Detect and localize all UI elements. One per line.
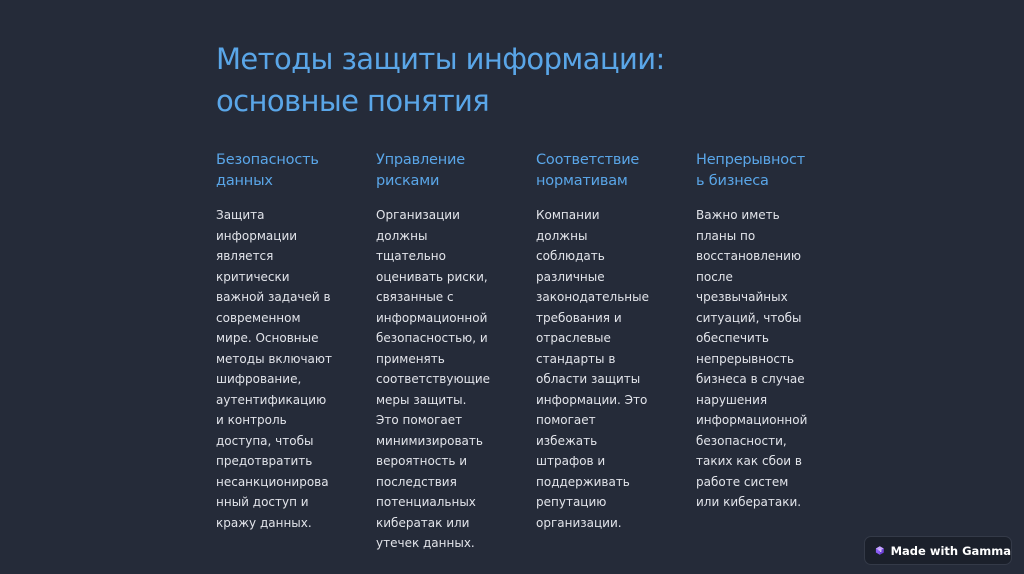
column-body-line: чрезвычайных bbox=[696, 290, 788, 304]
column-body-line: важной задачей в bbox=[216, 290, 331, 304]
column-body bbox=[216, 205, 350, 533]
column-body bbox=[696, 205, 830, 513]
column-business-continuity bbox=[696, 150, 830, 513]
column-heading-line: рисками bbox=[376, 173, 440, 189]
column-body-line: поддерживать bbox=[536, 474, 630, 489]
column-body-line: несанкционирова bbox=[216, 474, 329, 489]
column-body-line: информации bbox=[216, 228, 298, 243]
column-body-line: Компании bbox=[536, 208, 600, 222]
column-heading bbox=[376, 150, 510, 192]
column-body-line: репутацию bbox=[536, 495, 607, 509]
column-heading bbox=[216, 150, 350, 192]
slide-title-line: основные понятия bbox=[216, 84, 490, 118]
column-body bbox=[376, 205, 510, 554]
column-heading-line: Безопасность bbox=[216, 152, 319, 168]
column-body bbox=[536, 205, 670, 533]
column-body-line: стандарты в bbox=[536, 351, 616, 366]
column-body-line: информационной bbox=[696, 413, 808, 427]
column-body-line: утечек данных. bbox=[376, 536, 475, 550]
column-body-line: меры защиты. bbox=[376, 392, 467, 407]
column-body-line: связанные с bbox=[376, 290, 454, 304]
column-data-security bbox=[216, 150, 350, 533]
column-heading-line: ь бизнеса bbox=[696, 173, 769, 189]
column-body-line: последствия bbox=[376, 474, 457, 489]
column-body-line: соблюдать bbox=[536, 249, 605, 263]
column-risk-management bbox=[376, 150, 510, 554]
column-body-line: современном bbox=[216, 310, 301, 325]
column-body-line: применять bbox=[376, 351, 445, 366]
column-body-line: должны bbox=[376, 228, 428, 243]
column-body-line: и контроль bbox=[216, 413, 287, 427]
column-body-line: кибератак или bbox=[376, 515, 470, 530]
column-body-line: оценивать риски, bbox=[376, 269, 488, 284]
column-body-line: после bbox=[696, 269, 733, 284]
column-body-line: критически bbox=[216, 269, 290, 284]
gamma-logo-icon bbox=[875, 544, 885, 557]
column-body-line: минимизировать bbox=[376, 433, 483, 448]
column-body-line: области защиты bbox=[536, 372, 641, 386]
column-heading-line: Непрерывност bbox=[696, 152, 805, 168]
column-body-line: восстановлению bbox=[696, 249, 802, 263]
column-body-line: обеспечить bbox=[696, 331, 769, 345]
column-heading-line: нормативам bbox=[536, 173, 628, 189]
column-body-line: аутентификацию bbox=[216, 392, 327, 407]
column-body-line: безопасности, bbox=[696, 433, 787, 448]
column-body-line: информационной bbox=[376, 310, 488, 325]
column-body-line: вероятность и bbox=[376, 454, 468, 468]
column-body-line: Важно иметь bbox=[696, 208, 780, 222]
column-body-line: бизнеса в случае bbox=[696, 372, 805, 386]
made-with-gamma-badge[interactable] bbox=[864, 536, 1012, 565]
column-body-line: избежать bbox=[536, 433, 598, 448]
column-body-line: помогает bbox=[536, 413, 596, 427]
column-body-line: доступа, чтобы bbox=[216, 433, 314, 448]
column-body-line: работе систем bbox=[696, 474, 789, 489]
column-body-line: методы включают bbox=[216, 351, 332, 366]
column-body-line: безопасностью, и bbox=[376, 331, 488, 345]
column-body-line: таких как сбои в bbox=[696, 454, 802, 468]
column-body-line: мире. Основные bbox=[216, 331, 319, 345]
slide-title-line: Методы защиты информации: bbox=[216, 42, 665, 76]
column-heading-line: Соответствие bbox=[536, 152, 640, 168]
column-heading-line: Управление bbox=[376, 152, 465, 168]
column-body-line: информации. Это bbox=[536, 392, 648, 407]
column-body-line: соответствующие bbox=[376, 372, 491, 386]
slide-title bbox=[216, 38, 836, 122]
column-body-line: тщательно bbox=[376, 249, 446, 263]
column-body-line: потенциальных bbox=[376, 495, 476, 509]
column-body-line: должны bbox=[536, 228, 588, 243]
column-heading-line: данных bbox=[216, 173, 273, 189]
column-body-line: или кибератаки. bbox=[696, 495, 802, 509]
column-body-line: непрерывность bbox=[696, 351, 795, 366]
column-body-line: является bbox=[216, 249, 274, 263]
column-body-line: Защита bbox=[216, 208, 265, 222]
column-body-line: Это помогает bbox=[376, 413, 463, 427]
badge-label: Made with Gamma bbox=[890, 543, 1011, 558]
column-body-line: кражу данных. bbox=[216, 515, 312, 530]
column-heading bbox=[696, 150, 830, 192]
column-body-line: организации. bbox=[536, 515, 622, 530]
column-body-line: шифрование, bbox=[216, 372, 302, 386]
column-body-line: планы по bbox=[696, 228, 756, 243]
column-body-line: штрафов и bbox=[536, 454, 606, 468]
column-heading bbox=[536, 150, 670, 192]
column-body-line: законодательные bbox=[536, 290, 649, 304]
column-compliance bbox=[536, 150, 670, 533]
column-body-line: Организации bbox=[376, 208, 460, 222]
column-body-line: ситуаций, чтобы bbox=[696, 310, 802, 325]
column-body-line: нарушения bbox=[696, 392, 768, 407]
column-body-line: требования и bbox=[536, 310, 622, 325]
column-body-line: отраслевые bbox=[536, 331, 611, 345]
column-body-line: различные bbox=[536, 269, 605, 284]
column-body-line: предотвратить bbox=[216, 454, 313, 468]
column-body-line: нный доступ и bbox=[216, 495, 309, 509]
